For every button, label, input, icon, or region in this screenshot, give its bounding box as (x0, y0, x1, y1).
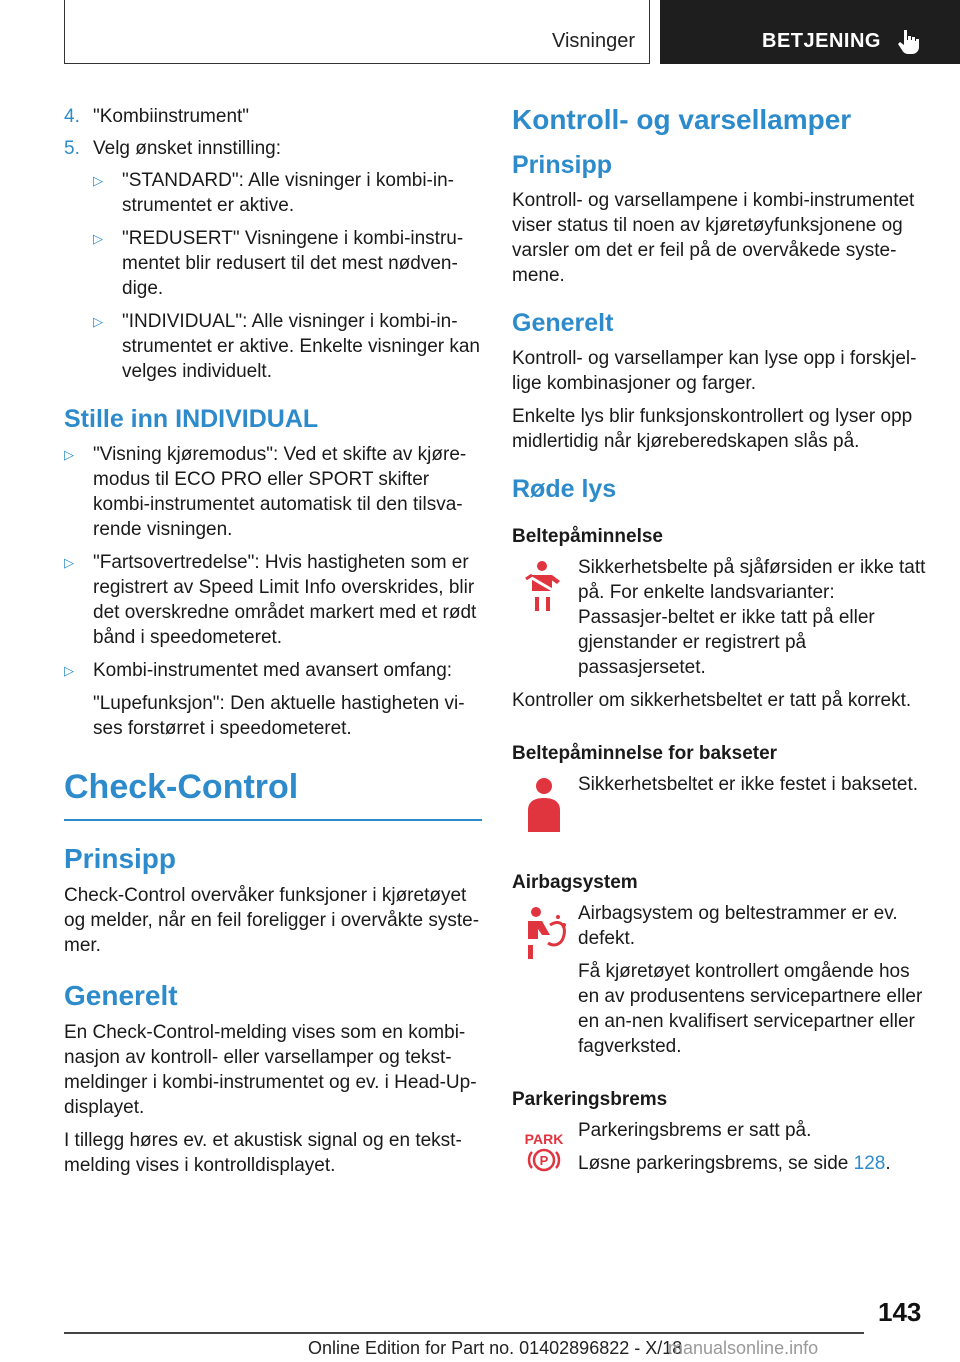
paragraph: Check-Control overvåker funksjoner i kjøretøyet og melder, når en feil foreligger i overvåkte syste-mer. (64, 885, 480, 956)
heading-check-control: Check-Control (64, 767, 482, 821)
svg-text:PARK: PARK (524, 1131, 564, 1147)
lamp-entry: Sikkerhetsbeltet er ikke festet i baksetet. (512, 772, 928, 842)
header-section-title: Visninger (551, 30, 635, 52)
paragraph: Kontroll- og varsellampene i kombi-instrumentet viser status til noen av kjøretøyfunksjonene og varsler om det er feil på de overvåkede syste-mene. (512, 190, 915, 286)
left-column (64, 104, 482, 1186)
subheading-belt: Beltepåminnelse (512, 526, 663, 547)
paragraph: En Check-Control-melding vises som en kombi-nasjon av kontroll- eller varsellamper og tekst-meldinger i kombi-instrumentet og ev. i Head-Up-displayet. (64, 1022, 477, 1118)
header-chapter-bar (660, 0, 960, 64)
paragraph: Kontroll- og varsellamper kan lyse opp i forskjel-lige kombinasjoner og farger. (512, 348, 917, 394)
triangle-bullet-icon: ▷ (93, 173, 103, 188)
heading-individual: Stille inn INDIVIDUAL (64, 405, 319, 433)
paragraph: Kontroller om sikkerhetsbeltet er tatt på korrekt. (512, 690, 912, 711)
triangle-bullet-icon: ▷ (93, 314, 103, 329)
list-item: 5. Velg ønsket innstilling: (64, 138, 281, 159)
heading-red-lights: Røde lys (512, 475, 617, 503)
footer-watermark: manualsonline.info (668, 1338, 819, 1358)
rear-seat-occupant-icon (520, 776, 568, 832)
triangle-bullet-icon: ▷ (93, 231, 103, 246)
list-item: ▷ "REDUSERT" Visningene i kombi-instru-mentet blir redusert til det mest nødven-dige. (93, 228, 464, 299)
page-number: 143 (878, 1297, 922, 1327)
page-link[interactable]: 128 (853, 1153, 886, 1174)
airbag-warning-icon (520, 905, 568, 961)
list-item: ▷ "INDIVIDUAL": Alle visninger i kombi-in-strumentet er aktive. Enkelte visninger kan velges individuelt. (93, 311, 481, 382)
seatbelt-warning-icon (520, 559, 568, 615)
svg-text:P: P (539, 1153, 549, 1168)
header-section-box (64, 0, 650, 64)
right-column (512, 104, 928, 1196)
parking-brake-icon (520, 1122, 568, 1178)
list-item: ▷ "STANDARD": Alle visninger i kombi-in-strumentet er aktive. (93, 170, 454, 216)
list-item: ▷ "Fartsovertredelse": Hvis hastigheten som er registrert av Speed Limit Info overskrides, blir det overskredne området markert med et rødt bånd i speedometeret. (64, 552, 477, 648)
lamp-entry: PARK P Parkeringsbrems er satt på. Løsne parkeringsbrems, se side 128. (512, 1118, 928, 1188)
header-chapter-title: BETJENING (762, 30, 881, 52)
list-item: 4. "Kombiinstrument" (64, 106, 250, 127)
heading-generelt: Generelt (512, 309, 614, 337)
subheading-airbag: Airbagsystem (512, 872, 638, 893)
subheading-belt-rear: Beltepåminnelse for bakseter (512, 743, 778, 764)
footer-divider (64, 1332, 864, 1334)
triangle-bullet-icon: ▷ (64, 447, 74, 462)
list-item: ▷ Kombi-instrumentet med avansert omfang: (64, 660, 453, 681)
paragraph: I tillegg høres ev. et akustisk signal og en tekst-melding vises i kontrolldisplayet. (64, 1130, 462, 1176)
subheading-parking-brake: Parkeringsbrems (512, 1089, 668, 1110)
paragraph: Enkelte lys blir funksjonskontrollert og lyser opp midlertidig når kjøreberedskapen slås på. (512, 406, 913, 452)
heading-generelt: Generelt (64, 980, 178, 1011)
paragraph: "Lupefunksjon": Den aktuelle hastigheten vi-ses forstørret i speedometeret. (93, 693, 465, 739)
footer-edition: Online Edition for Part no. 01402896822 - X/18 (308, 1338, 683, 1358)
heading-lamps: Kontroll- og varsellamper (512, 104, 852, 135)
pointing-hand-icon (896, 28, 920, 56)
heading-prinsipp: Prinsipp (512, 151, 613, 179)
list-item: ▷ "Visning kjøremodus": Ved et skifte av kjøre-modus til ECO PRO eller SPORT skifter kombi-instrumentet automatisk til den tilsva-rende visningen. (64, 444, 467, 540)
lamp-entry: Sikkerhetsbelte på sjåførsiden er ikke tatt på. For enkelte landsvarianter: Passasjer-beltet er ikke tatt på eller gjenstander er registrert på passasjersetet. (512, 555, 928, 680)
heading-prinsipp: Prinsipp (64, 843, 177, 874)
triangle-bullet-icon: ▷ (64, 663, 74, 678)
lamp-entry: Airbagsystem og beltestrammer er ev. defekt. Få kjøretøyet kontrollert omgående hos en av produsentens servicepartnere eller en an-nen kvalifisert servicepartner eller fagverksted. (512, 901, 928, 1059)
triangle-bullet-icon: ▷ (64, 555, 74, 570)
